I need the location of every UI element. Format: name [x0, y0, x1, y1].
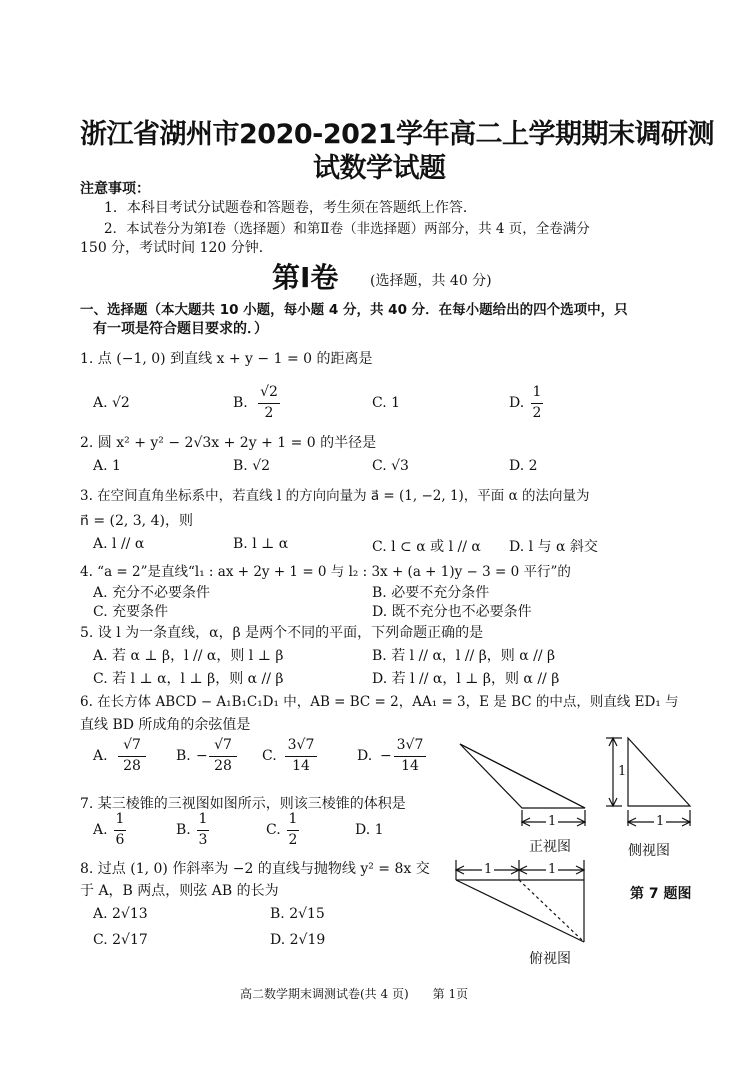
q8-option-d: D. 2√19 — [270, 932, 326, 948]
q3-option-a: A. l // α — [93, 536, 145, 552]
q8-option-a: A. 2√13 — [93, 906, 148, 922]
q6-line2: 直线 BD 所成角的余弦值是 — [80, 717, 251, 733]
q5-option-d: D. 若 l // α，l ⊥ β，则 α // β — [372, 671, 560, 687]
q1-option-d-label: D. — [509, 395, 525, 411]
q3-line2: n⃗ = (2, 3, 4)，则 — [80, 513, 193, 529]
top-view-label: 俯视图 — [529, 951, 571, 967]
q4-option-b: B. 必要不充分条件 — [372, 585, 490, 601]
section-title: 第Ⅰ卷 — [272, 261, 339, 294]
notice-2a: 2．本试卷分为第Ⅰ卷（选择题）和第Ⅱ卷（非选择题）两部分，共 4 页，全卷满分 — [104, 221, 590, 237]
q6-option-a-den: 28 — [123, 758, 141, 774]
part1-line1: 一、选择题（本大题共 10 小题，每小题 4 分，共 40 分．在每小题给出的四个选项中，只 — [80, 302, 628, 318]
q7-option-c-den: 2 — [288, 832, 298, 848]
front-view — [460, 744, 585, 826]
q6-line1: 6. 在长方体 ABCD − A₁B₁C₁D₁ 中，AB = BC = 2，AA₁ = 3，E 是 BC 的中点，则直线 ED₁ 与 — [80, 694, 679, 710]
side-view-dim-width: 1 — [656, 814, 665, 829]
q1-option-b-den: 2 — [264, 405, 274, 421]
q6-option-c-num: 3√7 — [287, 737, 315, 753]
q7-stem: 7. 某三棱锥的三视图如图所示，则该三棱锥的体积是 — [80, 796, 406, 812]
q7-option-b-den: 3 — [198, 832, 208, 848]
q8-option-c: C. 2√17 — [93, 932, 148, 948]
q4-stem: 4. “a = 2”是直线“l₁ : ax + 2y + 1 = 0 与 l₂ : 3x + (a + 1)y − 3 = 0 平行”的 — [80, 564, 571, 580]
q1-option-c: C. 1 — [372, 395, 401, 411]
section-subtitle: (选择题，共 40 分) — [370, 273, 492, 289]
q5-option-b: B. 若 l // α，l // β，则 α // β — [372, 648, 556, 664]
q2-option-c: C. √3 — [372, 458, 409, 474]
q2-option-a: A. 1 — [93, 458, 121, 474]
q5-option-c: C. 若 l ⊥ α，l ⊥ β，则 α // β — [93, 671, 284, 687]
q7-option-b-label: B. — [176, 822, 191, 838]
q7-option-b-num: 1 — [198, 811, 208, 827]
notice-1: 1．本科目考试分试题卷和答题卷，考生须在答题纸上作答． — [104, 200, 477, 216]
top-view-dim-left: 1 — [484, 862, 493, 877]
q2-stem: 2. 圆 x² + y² − 2√3x + 2y + 1 = 0 的半径是 — [80, 435, 377, 451]
side-view-dim-height: 1 — [618, 764, 627, 779]
q3-line1: 3. 在空间直角坐标系中，若直线 l 的方向向量为 a⃗ = (1, −2, 1)，平面 α 的法向量为 — [80, 488, 590, 504]
side-view — [606, 738, 690, 826]
part1-line2: 有一项是符合题目要求的．） — [93, 321, 268, 337]
top-view — [456, 860, 584, 942]
figure-caption: 第 7 题图 — [630, 886, 692, 902]
q1-option-d-num: 1 — [532, 384, 542, 400]
q1-option-d-den: 2 — [532, 405, 542, 421]
q8-line2: 于 A，B 两点，则弦 AB 的长为 — [80, 883, 279, 899]
q6-option-d-den: 14 — [401, 758, 419, 774]
q6-option-b-num: √7 — [214, 737, 232, 753]
front-view-label: 正视图 — [529, 839, 571, 855]
q6-option-b-sign: − — [196, 748, 208, 764]
q5-stem: 5. 设 l 为一条直线，α，β 是两个不同的平面，下列命题正确的是 — [80, 625, 484, 641]
q1-option-b-label: B. — [233, 395, 248, 411]
q2-option-d: D. 2 — [509, 458, 538, 474]
q2-option-b: B. √2 — [233, 458, 271, 474]
q8-option-b: B. 2√15 — [270, 906, 325, 922]
q7-option-c-label: C. — [266, 822, 281, 838]
notice-heading: 注意事项： — [80, 181, 150, 197]
q6-option-d-label: D. — [357, 748, 373, 764]
q6-option-d-sign: − — [380, 748, 392, 764]
q3-option-b: B. l ⊥ α — [233, 536, 289, 552]
q1-option-b-num: √2 — [260, 384, 278, 400]
title-line2: 试数学试题 — [313, 153, 446, 184]
q6-option-c-label: C. — [262, 748, 277, 764]
front-view-dim: 1 — [548, 814, 557, 829]
q7-option-d: D. 1 — [355, 822, 384, 838]
q4-option-d: D. 既不充分也不必要条件 — [372, 604, 532, 620]
q7-option-a-num: 1 — [115, 811, 125, 827]
side-view-label: 侧视图 — [628, 843, 670, 859]
q6-option-b-den: 28 — [214, 758, 232, 774]
q6-option-a-num: √7 — [123, 737, 141, 753]
q7-option-a-label: A. — [93, 822, 108, 838]
notice-2b: 150 分，考试时间 120 分钟． — [80, 240, 273, 256]
q1-stem: 1. 点 (−1, 0) 到直线 x + y − 1 = 0 的距离是 — [80, 351, 373, 367]
q6-option-c-den: 14 — [292, 758, 310, 774]
q6-option-b-label: B. — [176, 748, 191, 764]
q4-option-a: A. 充分不必要条件 — [93, 585, 211, 601]
q3-option-c: C. l ⊂ α 或 l // α — [372, 539, 481, 555]
q6-option-d-num: 3√7 — [396, 737, 424, 753]
q3-option-d: D. l 与 α 斜交 — [509, 539, 598, 555]
page-footer: 高二数学期末调测试卷(共 4 页) 第 1页 — [240, 987, 469, 1001]
q6-option-a-label: A. — [93, 748, 108, 764]
q8-line1: 8. 过点 (1, 0) 作斜率为 −2 的直线与抛物线 y² = 8x 交 — [80, 861, 430, 877]
top-view-dim-right: 1 — [548, 862, 557, 877]
q7-option-c-num: 1 — [288, 811, 298, 827]
title-line1: 浙江省湖州市2020-2021学年高二上学期期末调研测 — [80, 119, 714, 150]
q4-option-c: C. 充要条件 — [93, 604, 169, 620]
q1-option-a: A. √2 — [93, 395, 130, 411]
q5-option-a: A. 若 α ⊥ β，l // α，则 l ⊥ β — [93, 648, 284, 664]
q7-option-a-den: 6 — [115, 832, 125, 848]
